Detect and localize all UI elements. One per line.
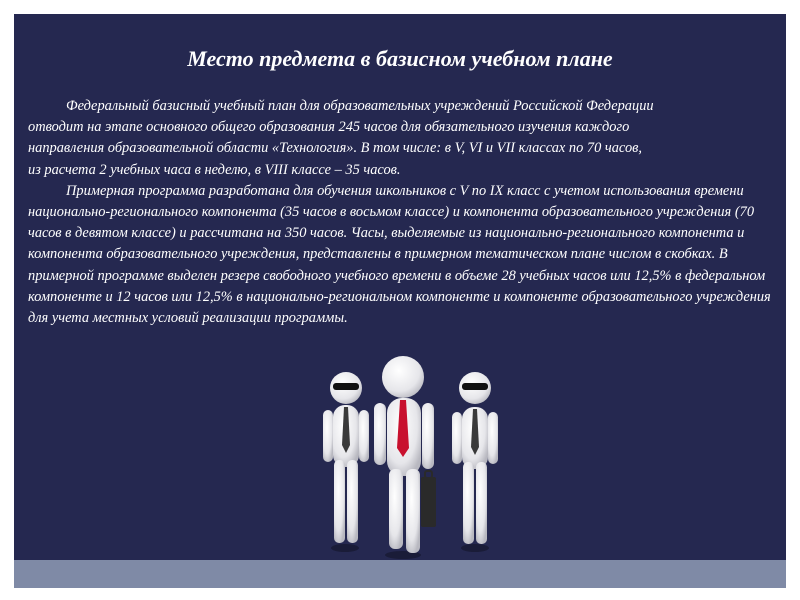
slide-body <box>28 96 784 329</box>
paragraph-sample-program: Примерная программа разработана для обучения школьников с V по IX класс с учетом использования времени национально-регионального компонента (35 часов в восьмом классе) и компонента образовательного учреждения (70 часов в девятом классе) и рассчитана на 350 часов. Часы, выделяемые из национально-регионального компонента и компонента образовательного учреждения, представлены в примерном тематическом плане числом в скобках. В примерной программе выделен резерв свободного учебного времени в объеме 28 учебных часов или 12,5% в федеральном компоненте и 12 часов или 12,5% в национально-региональном компоненте и компоненте образовательного учреждения для учета местных условий реализации программы. <box>28 182 771 327</box>
paragraph-line: Федеральный базисный учебный план для образовательных учреждений Российской Федерации <box>66 98 654 114</box>
slide-title: Место предмета в базисном учебном плане <box>187 46 613 71</box>
business-figures-illustration <box>315 355 515 560</box>
paragraph-federal-plan <box>28 96 784 181</box>
center-figure <box>374 356 436 559</box>
right-figure <box>452 372 498 552</box>
briefcase-icon <box>421 477 436 527</box>
paragraph-line: отводит на этапе основного общего образования 245 часов для обязательного изучения каждого <box>28 119 630 136</box>
paragraph-line: из расчета 2 учебных часа в неделю, в VIII классе – 35 часов. <box>28 161 401 178</box>
paragraph-line: направления образовательной области «Технология». В том числе: в V, VI и VII классах по 70 часов, <box>28 140 642 157</box>
bottom-bar <box>14 560 786 588</box>
left-figure <box>323 372 369 552</box>
